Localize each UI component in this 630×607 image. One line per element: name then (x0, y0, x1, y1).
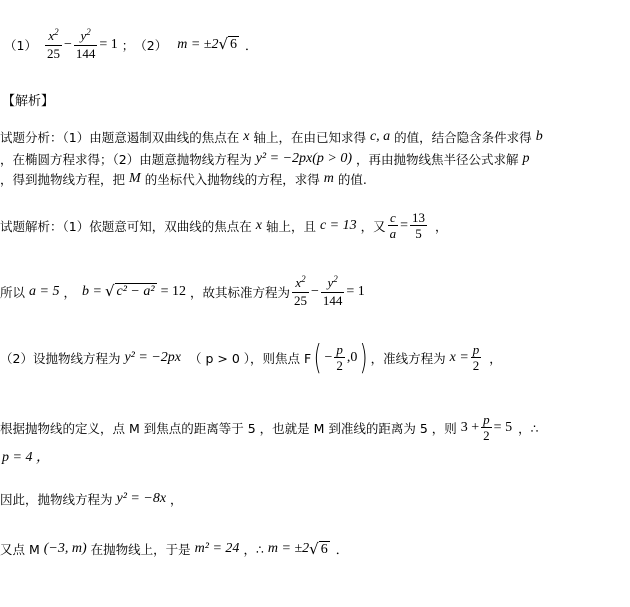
part1-label: （1） (4, 37, 37, 53)
part2-label: （2） (134, 37, 168, 53)
solution-line-6: 因此，抛物线方程为 y² = −8x ， (0, 491, 183, 507)
analysis-line-3: ，得到抛物线方程，把 M 的坐标代入抛物线的方程，求得 m 的值. (0, 171, 367, 187)
analysis-line-2: ，在椭圆方程求得；（2）由题意抛物线方程为 y² = −2px(p > 0) ，再由抛物线焦半径公式求解 p (0, 151, 530, 167)
solution-line-3: （2）设抛物线方程为 y² = −2px （ p > 0 ），则焦点 F ( − $\frac{p}{2}$ ,0 ) ，准线方程为 x = $\frac{p}{2}$ ， (0, 337, 502, 378)
fraction-x2-25-b: $\frac{x^2}{25}$ (293, 274, 307, 308)
answer-line: （1） $\frac{x^2}{25}$ − $\frac{y^2}{144}$ = 1 ； （2） m = ±2 √ 6 ． (4, 27, 258, 61)
solution-line-1: 试题解析：（1）依题意可知，双曲线的焦点在 x 轴上，且 c = 13 ，又 $\frac{c}{a}$ = $\frac{13}{5}$ ， (0, 210, 448, 241)
sqrt-6: √ 6 (218, 35, 238, 53)
fraction-p-over-2-c: $\frac{p}{2}$ (483, 412, 490, 443)
solution-line-4: 根据抛物线的定义，点 M 到焦点的距离等于 5 ，也就是 M 到准线的距离为 5 ，则 3 + $\frac{p}{2}$ = 5 ，∴ (0, 412, 539, 443)
fraction-c-over-a: $\frac{c}{a}$ (389, 210, 397, 241)
analysis-line-1: 试题分析：（1）由题意遏制双曲线的焦点在 x 轴上，在由已知求得 c, a 的值，结合隐含条件求得 b (0, 129, 543, 145)
solution-line-5: p = 4 ， (2, 450, 50, 465)
fraction-x2-25: $\frac{x^2}{25}$ (46, 27, 60, 61)
fraction-y2-144: $\frac{y^2}{144}$ (75, 27, 96, 61)
part2-eq: m = ±2 (177, 36, 219, 52)
fraction-p-over-2-a: $\frac{p}{2}$ (336, 342, 343, 373)
fraction-p-over-2-b: $\frac{p}{2}$ (472, 342, 480, 373)
solution-line-7: 又点 M (−3, m) 在抛物线上，于是 m² = 24 ，∴ m = ±2 √ 6 ． (0, 539, 349, 558)
fraction-13-over-5: $\frac{13}{5}$ (412, 210, 426, 241)
part1-sep: ； (121, 37, 135, 53)
solution-line-2: 所以 a = 5 ， b = √ c² − a² = 12 ，故其标准方程为 $\frac{x^2}{25}$ − $\frac{y^2}{144}$ = 1 (0, 274, 365, 308)
fraction-y2-144-b: $\frac{y^2}{144}$ (322, 274, 343, 308)
sqrt-c2-a2: √ c² − a² (104, 282, 155, 300)
section-heading: 【解析】 (2, 94, 55, 109)
sqrt-6-b: √ 6 (309, 539, 328, 558)
